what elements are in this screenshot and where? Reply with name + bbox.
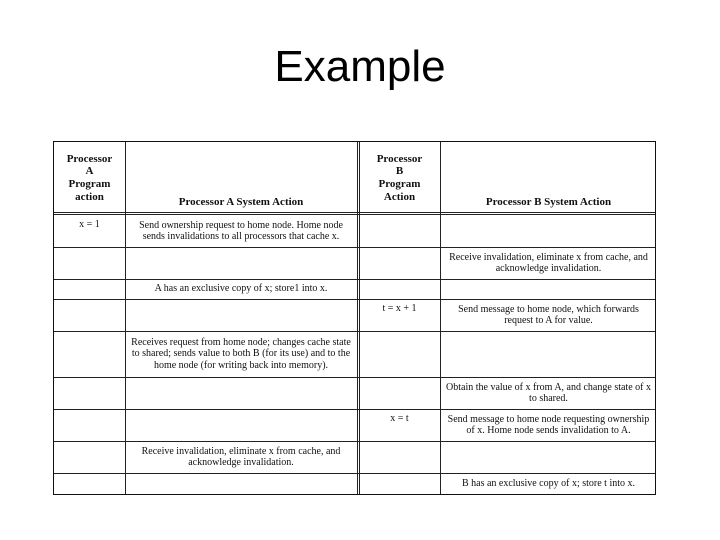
cell-b-program [359, 331, 440, 377]
table-row [54, 299, 655, 331]
cell-b-system: Obtain the value of x from A, and change state of x to shared. [446, 381, 651, 404]
cell-a-system: Receive invalidation, eliminate x from cache, and acknowledge invalidation. [141, 445, 341, 468]
header-b-program-line: B [395, 165, 404, 178]
cell-a-program [54, 441, 125, 473]
coherence-table [53, 141, 656, 495]
cell-b-system: B has an exclusive copy of x; store t into x. [461, 478, 636, 490]
cell-a-program [54, 279, 125, 299]
cell-a-program [54, 377, 125, 409]
header-a-system: Processor A System Action [178, 196, 304, 209]
table-row [54, 473, 655, 495]
cell-b-program [359, 377, 440, 409]
cell-a-system: A has an exclusive copy of x; store1 into x. [154, 283, 328, 295]
cell-b-program [359, 279, 440, 299]
cell-a-system: Receives request from home node; changes cache state to shared; sends value to both B (for its use) and to the home node (for writing back into memory). [131, 336, 351, 371]
cell-a-system [125, 299, 357, 331]
cell-a-program: x = 1 [79, 219, 100, 230]
table-row [54, 377, 655, 409]
cell-b-system [440, 331, 657, 377]
cell-a-program [54, 299, 125, 331]
cell-b-system: Send message to home node requesting ownership of x. Home node sends invalidation to A. [447, 413, 650, 436]
cell-b-program: t = x + 1 [382, 303, 417, 314]
cell-b-system: Receive invalidation, eliminate x from cache, and acknowledge invalidation. [449, 251, 648, 274]
cell-b-system [440, 215, 657, 247]
table-row [54, 441, 655, 473]
table-row [54, 215, 655, 247]
table-row [54, 409, 655, 441]
header-a-program-line: action [75, 190, 104, 203]
header-b-program-line: Processor [376, 152, 423, 165]
cell-b-program [359, 247, 440, 279]
cell-a-system [125, 409, 357, 441]
header-a-program-line: Processor [66, 152, 113, 165]
table-header [54, 142, 655, 214]
table-row [54, 331, 655, 377]
cell-a-system [125, 473, 357, 495]
header-b-system: Processor B System Action [485, 196, 612, 209]
header-b-program [359, 142, 440, 214]
cell-b-program [359, 441, 440, 473]
header-b-program-line: Program [378, 178, 421, 190]
header-b-program-line: Action [383, 190, 416, 203]
cell-b-program [359, 215, 440, 247]
table-row [54, 279, 655, 299]
cell-a-program [54, 409, 125, 441]
cell-b-system [440, 441, 657, 473]
header-a-program-line: A [85, 165, 94, 178]
header-a-program [54, 142, 125, 214]
cell-a-program [54, 247, 125, 279]
table-row [54, 247, 655, 279]
cell-a-system: Send ownership request to home node. Home node sends invalidations to all processors that cache x. [139, 219, 343, 242]
cell-b-system: Send message to home node, which forwards request to A for value. [458, 303, 639, 326]
cell-b-program: x = t [390, 413, 409, 424]
slide-title: Example [274, 42, 446, 91]
header-a-program-line: Program [68, 178, 111, 190]
cell-a-program [54, 331, 125, 377]
cell-a-system [125, 377, 357, 409]
cell-b-system [440, 279, 657, 299]
cell-b-program [359, 473, 440, 495]
cell-a-program [54, 473, 125, 495]
cell-a-system [125, 247, 357, 279]
